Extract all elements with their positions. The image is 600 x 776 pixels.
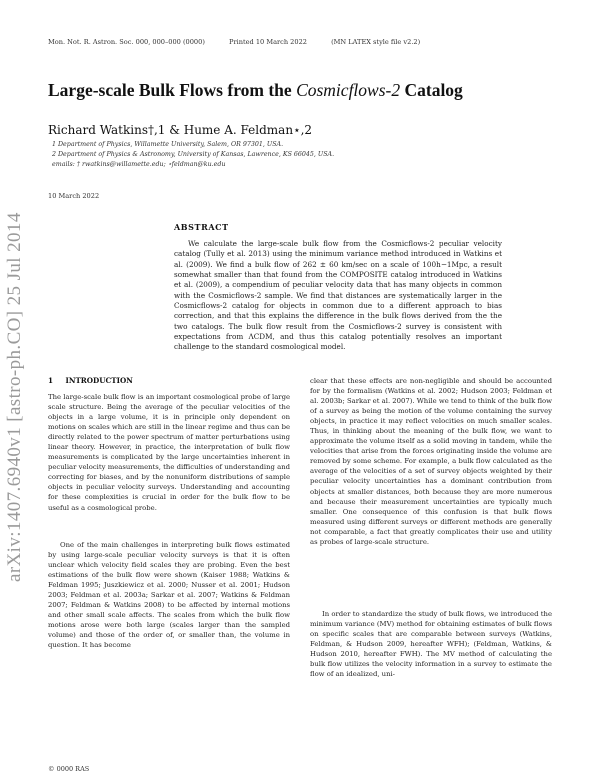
running-header [48, 38, 442, 46]
intro-paragraph-1 [48, 392, 290, 513]
section-title: INTRODUCTION [65, 376, 133, 385]
author-emails: emails: † rwatkins@willamette.edu; ⋆feldman@ku.edu [52, 161, 226, 168]
section-number: 1 [48, 376, 54, 385]
received-date: 10 March 2022 [48, 192, 100, 200]
paper-title [48, 80, 568, 101]
paragraph-text: One of the main challenges in interpreting bulk flows estimated by using large-scale peculiar velocity surveys is that it is often unclear which velocity field scales they are probing. Even the best estimations of the bulk flow were shown (Kaiser 1988; Watkins & Feldman 1995; Juszkiewicz et al. 2000; Nusser et al. 2001; Hudson 2003; Feldman et al. 2003a; Sarkar et al. 2007; Watkins & Feldman 2007; Feldman & Watkins 2008) to be affected by internal motions and other small scale affects. The scales from which the bulk flow motions arose were both large (scales larger than the sampled volume) and those of the order of, or smaller than, the volume in question. It has become [48, 541, 290, 650]
abstract-text: We calculate the large-scale bulk flow from the Cosmicflows-2 peculiar velocity catalog (Tully et al. 2013) using the minimum variance method introduced in Watkins et al. (2009). We find a bulk flow of 262 ± 60 km/sec on a scale of 100h−1Mpc, a result somewhat smaller than that found from the COMPOSITE catalog introduced in Watkins et al. (2009), a compendium of peculiar velocity data that has many objects in common with the Cosmicflows-2 sample. We find that distances are systematically larger in the Cosmicflows-2 catalog for objects in common due to a different approach to bias correction, and that this explains the difference in the bulk flows derived from the the two catalogs. The bulk flow result from the Cosmicflows-2 survey is consistent with expectations from ΛCDM, and thus this catalog potentially resolves an important challenge to the standard cosmological model. [174, 239, 502, 352]
affiliation-2: 2 Department of Physics & Astronomy, University of Kansas, Lawrence, KS 66045, USA. [52, 151, 335, 158]
arxiv-sidebar-id: arXiv:1407.6940v1 [astro-ph.CO] 25 Jul 2014 [4, 212, 25, 582]
affiliation-1: 1 Department of Physics, Willamette University, Salem, OR 97301, USA. [52, 141, 284, 148]
intro-paragraph-3 [310, 376, 552, 547]
section-heading [48, 376, 133, 385]
paragraph-text: In order to standardize the study of bulk flows, we introduced the minimum variance (MV) method for obtaining estimates of bulk flows on specific scales that are comparable between surveys (Watkins, Feldman, & Hudson 2009, hereafter WFH); (Feldman, Watkins, & Hudson 2010, hereafter FWH). The MV method of calculating the bulk flow utilizes the velocity information in a survey to estimate the flow of an idealized, uni- [310, 610, 552, 679]
paragraph-text: The large-scale bulk flow is an important cosmological probe of large scale structure. Being the average of the peculiar velocities of the objects in a large volume, it is in principle only dependent on motions on scales which are still in the linear regime and thus can be directly related to the power spectrum of matter perturbations using linear theory. However, in practice, the interpretation of bulk flow measurements is complicated by the large uncertainties inherent in peculiar velocity measurements, the difficulties of understanding and correcting for biases, and by the nonuniform distributions of sample objects in peculiar velocity surveys. Understanding and accounting for these complexities is crucial in order for the bulk flow to be useful as a cosmological probe. [48, 393, 290, 512]
paragraph-text: clear that these effects are non-negligible and should be accounted for by the formalism (Watkins et al. 2002; Hudson 2003; Feldman et al. 2003b; Sarkar et al. 2007). While we tend to think of the bulk flow of a survey as being the motion of the volume containing the survey objects, in practice it may reflect velocities on much smaller scales. Thus, in thinking about the meaning of the bulk flow, we want to approximate the volume itself as a solid moving in tandem, while the velocities that arise from the forces originating inside the volume are removed by some scheme. For example, a bulk flow calculated as the average of the velocities of a set of survey objects weighted by their peculiar velocity uncertainties has a dominant contribution from objects at smaller distances, both because they are more numerous and because their measurement uncertainties are typically much smaller. One consequence of this confusion is that bulk flows measured using different surveys or different methods are generally not comparable, a fact that greatly complicates their use and utility as probes of large-scale structure. [310, 377, 552, 546]
abstract-heading: ABSTRACT [174, 222, 229, 232]
title-tail: Catalog [404, 80, 463, 100]
intro-paragraph-4 [310, 609, 552, 679]
title-main: Large-scale Bulk Flows from the [48, 80, 292, 100]
intro-paragraph-2 [48, 540, 290, 651]
style-note: (MN LATEX style file v2.2) [331, 38, 421, 46]
journal-ref: Mon. Not. R. Astron. Soc. 000, 000–000 (0000) [48, 38, 205, 46]
copyright-footer: © 0000 RAS [48, 765, 90, 773]
title-catalog: Cosmicflows-2 [296, 80, 401, 100]
printed-date: Printed 10 March 2022 [229, 38, 307, 46]
author-list: Richard Watkins†,1 & Hume A. Feldman⋆,2 [48, 123, 313, 137]
